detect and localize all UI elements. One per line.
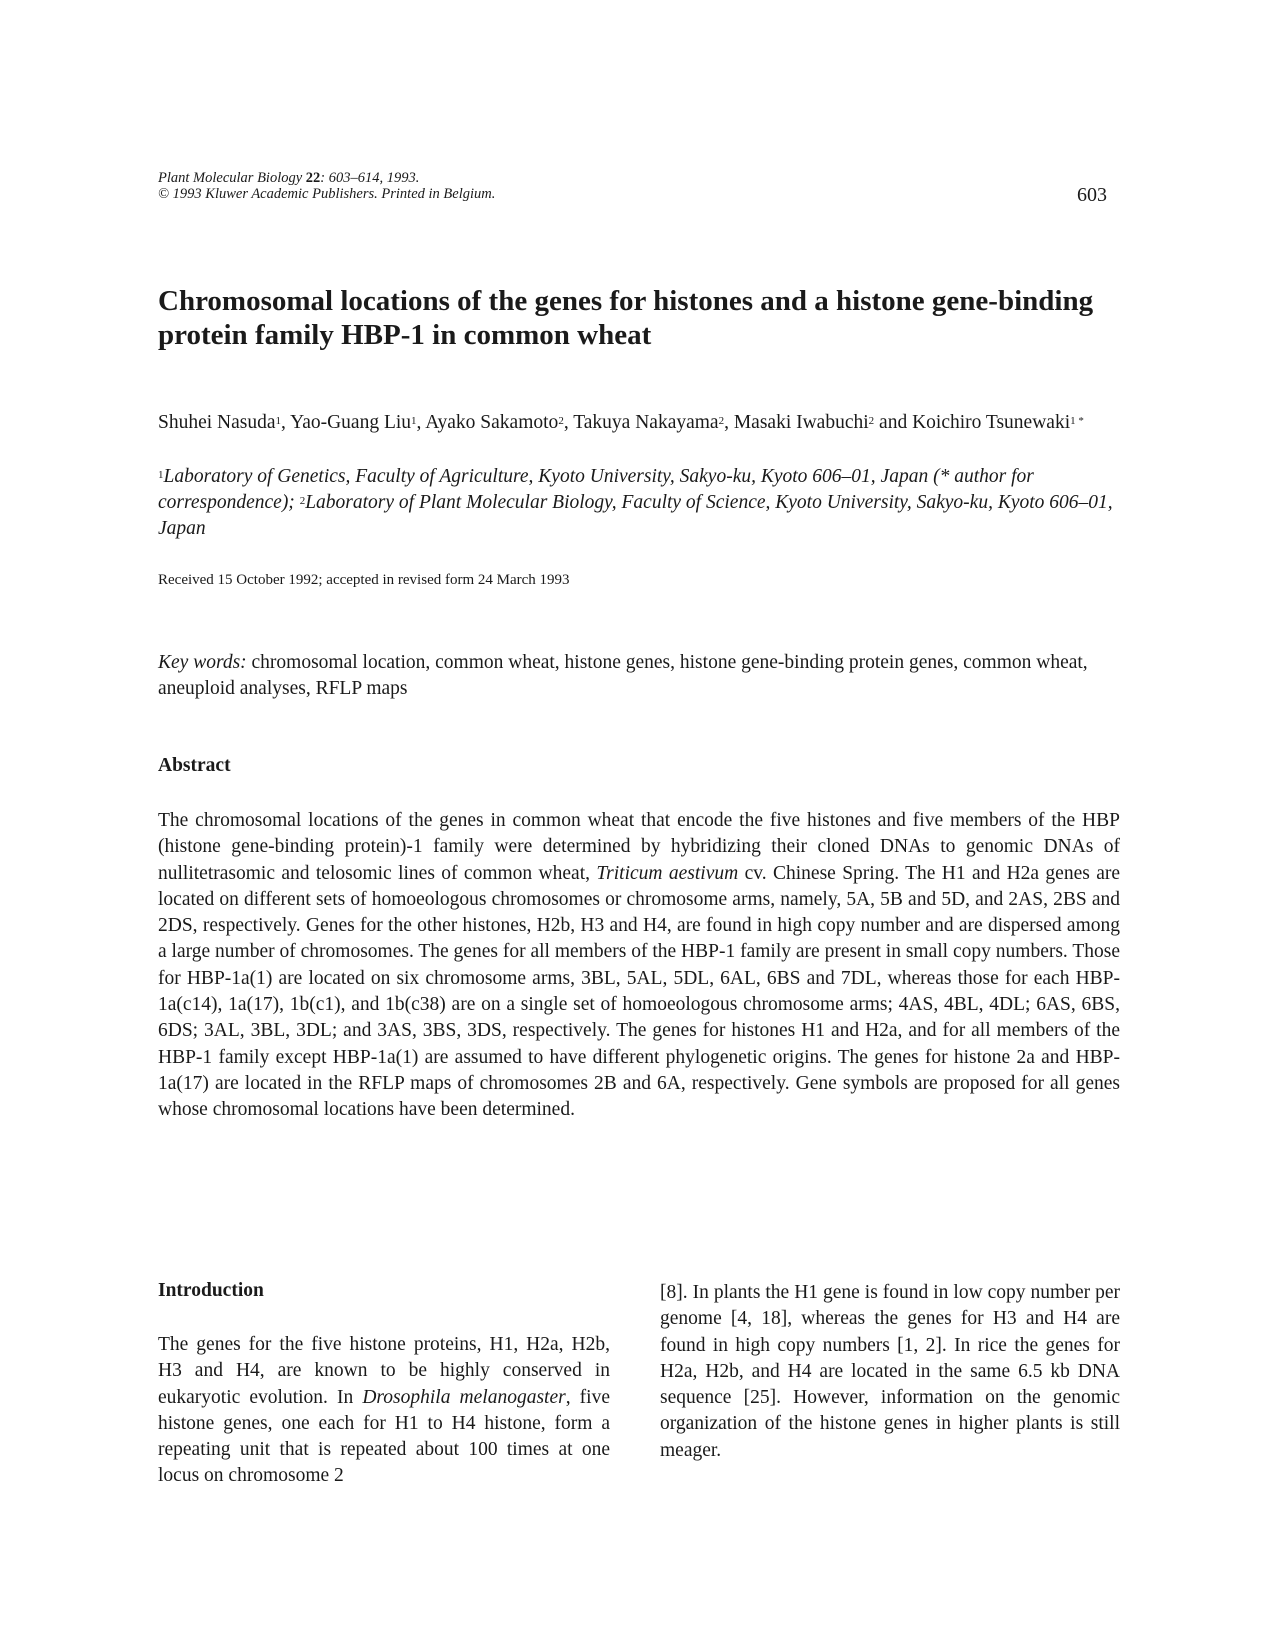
affiliations (158, 464, 1118, 542)
correspondence-note: (* author for correspondence); (158, 466, 1034, 513)
species-name: Drosophila melanogaster (362, 1386, 566, 1408)
journal-pages: : 603–614, 1993. (320, 170, 420, 186)
journal-name: Plant Molecular Biology (158, 170, 303, 186)
abstract-heading: Abstract (158, 755, 231, 776)
introduction-column-2: [8]. In plants the H1 gene is found in low copy number per genome [4, 18], whereas the genes for H3 and H4 are found in high copy numbers [1, 2]. In rice the genes for H2a, H2b, and H4 are located in the same 6.5 kb DNA sequence [25]. However, information on the genomic organization of the histone genes in higher plants is still meager. (660, 1282, 1120, 1461)
species-name: Triticum aestivum (596, 862, 739, 884)
author: Yao-Guang Liu$^1$, (290, 412, 426, 433)
author: Takuya Nakayama$^2$, (573, 412, 734, 433)
introduction-heading: Introduction (158, 1280, 264, 1301)
keywords-label: Key words: (158, 652, 247, 673)
journal-citation (158, 170, 495, 202)
author-list (158, 410, 1118, 436)
page-number: 603 (1077, 184, 1107, 206)
affiliation-1: Laboratory of Genetics, Faculty of Agriculture, Kyoto University, Sakyo-ku, Kyoto 606–01, Japan (163, 466, 929, 487)
article-title: Chromosomal locations of the genes for histones and a histone gene-binding protein family HBP-1 in common wheat (158, 285, 1094, 351)
copyright-line: © 1993 Kluwer Academic Publishers. Printed in Belgium. (158, 186, 496, 202)
author: Ayako Sakamoto$^2$, (425, 412, 574, 433)
introduction-column-1: The genes for the five histone proteins, H1, H2a, H2b, H3 and H4, are known to be highly conserved in eukaryotic evolution. In Drosophila melanogaster, five histone genes, one each for H1 to H4 histone, form a repeating unit that is repeated about 100 times at one locus on chromosome 2 (158, 1334, 610, 1487)
affiliation-1-marker: 1 (158, 469, 164, 481)
author: Koichiro Tsunewaki$^{1 *}$ (912, 412, 1084, 433)
affiliation-2: Laboratory of Plant Molecular Biology, Faculty of Science, Kyoto University, Sakyo-ku, Kyoto 606–01, Japan (158, 492, 1113, 539)
received-dates: Received 15 October 1992; accepted in revised form 24 March 1993 (158, 572, 570, 588)
abstract-body: The chromosomal locations of the genes in common wheat that encode the five histones and five members of the HBP (histone gene-binding protein)-1 family were determined by hybridizing their cloned DNAs to genomic DNAs of nullitetrasomic and telosomic lines of common wheat, Triticum aestivum cv. Chinese Spring. The H1 and H2a genes are located on different sets of homoeologous chromosomes or chromosome arms, namely, 5A, 5B and 5D, and 2AS, 2BS and 2DS, respectively. Genes for the other histones, H2b, H3 and H4, are found in high copy number and are dispersed among a large number of chromosomes. The genes for all members of the HBP-1 family are present in small copy numbers. Those for HBP-1a(1) are located on six chromosome arms, 3BL, 5AL, 5DL, 6AL, 6BS and 7DL, whereas those for each HBP-1a(c14), 1a(17), 1b(c1), and 1b(c38) are on a single set of homoeologous chromosome arms; 4AS, 4BL, 4DL; 6AS, 6BS, 6DS; 3AL, 3BL, 3DL; and 3AS, 3BS, 3DS, respectively. The genes for histones H1 and H2a, and for all members of the HBP-1 family except HBP-1a(1) are assumed to have different phylogenetic origins. The genes for histone 2a and HBP-1a(17) are located in the RFLP maps of chromosomes 2B and 6A, respectively. Gene symbols are proposed for all genes whose chromosomal locations have been determined. (158, 810, 1121, 1121)
journal-volume: 22 (305, 170, 321, 186)
author: Masaki Iwabuchi$^2$ and (733, 412, 913, 433)
affiliation-2-marker: 2 (299, 495, 306, 507)
author: Shuhei Nasuda$^1$, (158, 412, 291, 433)
keywords-text: chromosomal location, common wheat, histone genes, histone gene-binding protein genes, common wheat, aneuploid analyses, RFLP maps (158, 652, 1088, 699)
journal-line (158, 170, 495, 186)
keywords (158, 650, 1118, 702)
